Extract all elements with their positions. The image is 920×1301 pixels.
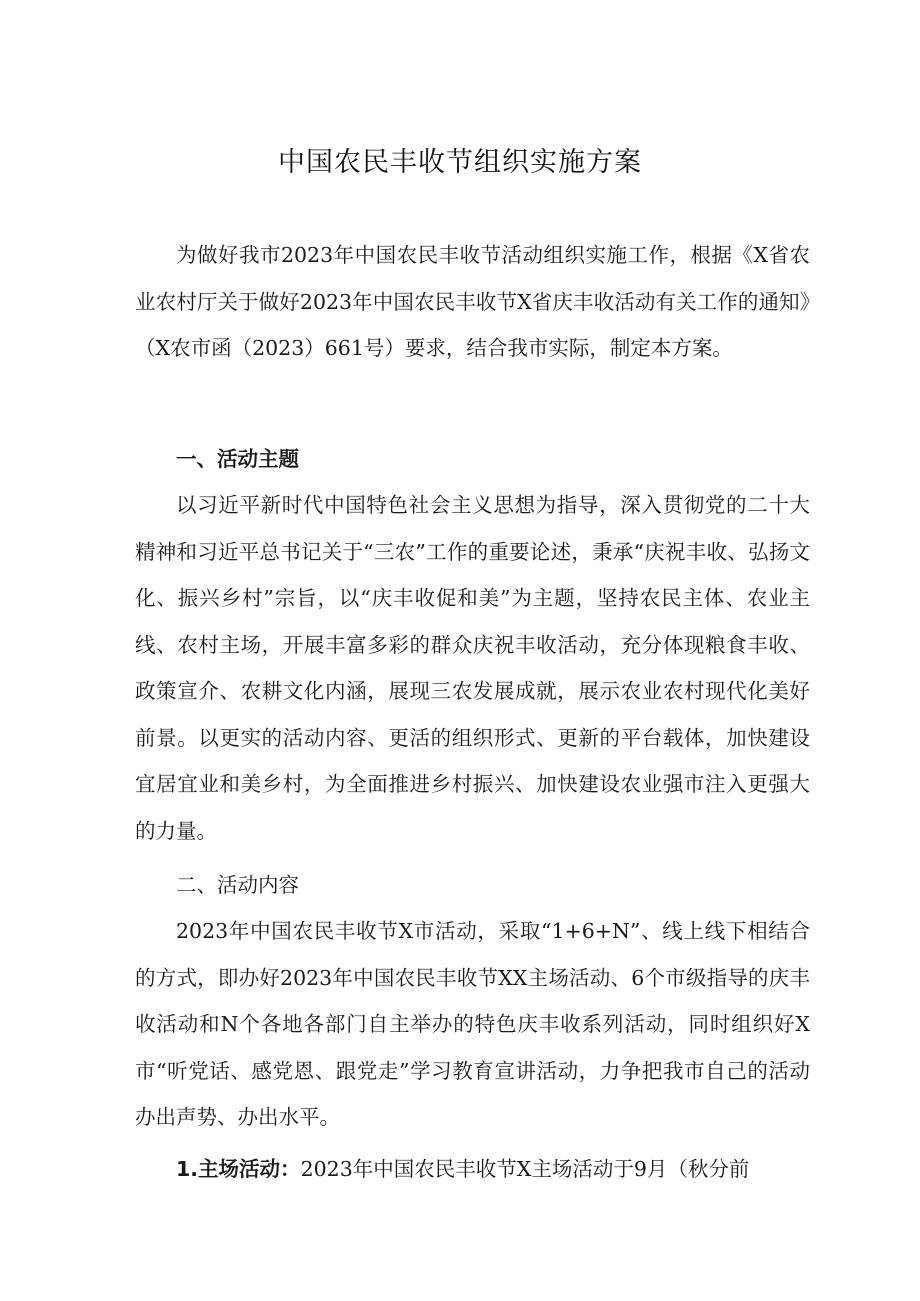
list-item-text: 2023年中国农民丰收节X主场活动于9月（秋分前 — [300, 1157, 750, 1181]
section-heading-content: 二、活动内容 — [176, 873, 299, 897]
section-body-content: 2023年中国农民丰收节X市活动，采取“1+6+N”、线上线下相结合的方式，即办好2023年中国农民丰收节XX主场活动、6个市级指导的庆丰收活动和N个各地各部门自主举办的特色庆丰收系列活动，同时组织好X市“听党话、感党恩、跟党走”学习教育宣讲活动，力争把我市自己的活动办出声势、办出水平。 — [135, 919, 810, 1129]
list-item-lead: 1.主场活动： — [176, 1157, 301, 1181]
section-heading-theme: 一、活动主题 — [176, 447, 299, 471]
list-item-main-event — [135, 1146, 810, 1193]
section-body-theme: 以习近平新时代中国特色社会主义思想为指导，深入贯彻党的二十大精神和习近平总书记关于“三农”工作的重要论述，秉承“庆祝丰收、弘扬文化、振兴乡村”宗旨，以“庆丰收促和美”为主题，坚持农民主体、农业主线、农村主场，开展丰富多彩的群众庆祝丰收活动，充分体现粮食丰收、政策宣介、农耕文化内涵，展现三农发展成就，展示农业农村现代化美好前景。以更实的活动内容、更活的组织形式、更新的平台载体，加快建设宜居宜业和美乡村，为全面推进乡村振兴、加快建设农业强市注入更强大的力量。 — [135, 493, 810, 843]
intro-paragraph: 为做好我市2023年中国农民丰收节活动组织实施工作，根据《X省农业农村厅关于做好2023年中国农民丰收节X省庆丰收活动有关工作的通知》（X农市函（2023）661号）要求，结合我市实际，制定本方案。 — [135, 243, 810, 360]
document-title: 中国农民丰收节组织实施方案 — [278, 147, 642, 178]
